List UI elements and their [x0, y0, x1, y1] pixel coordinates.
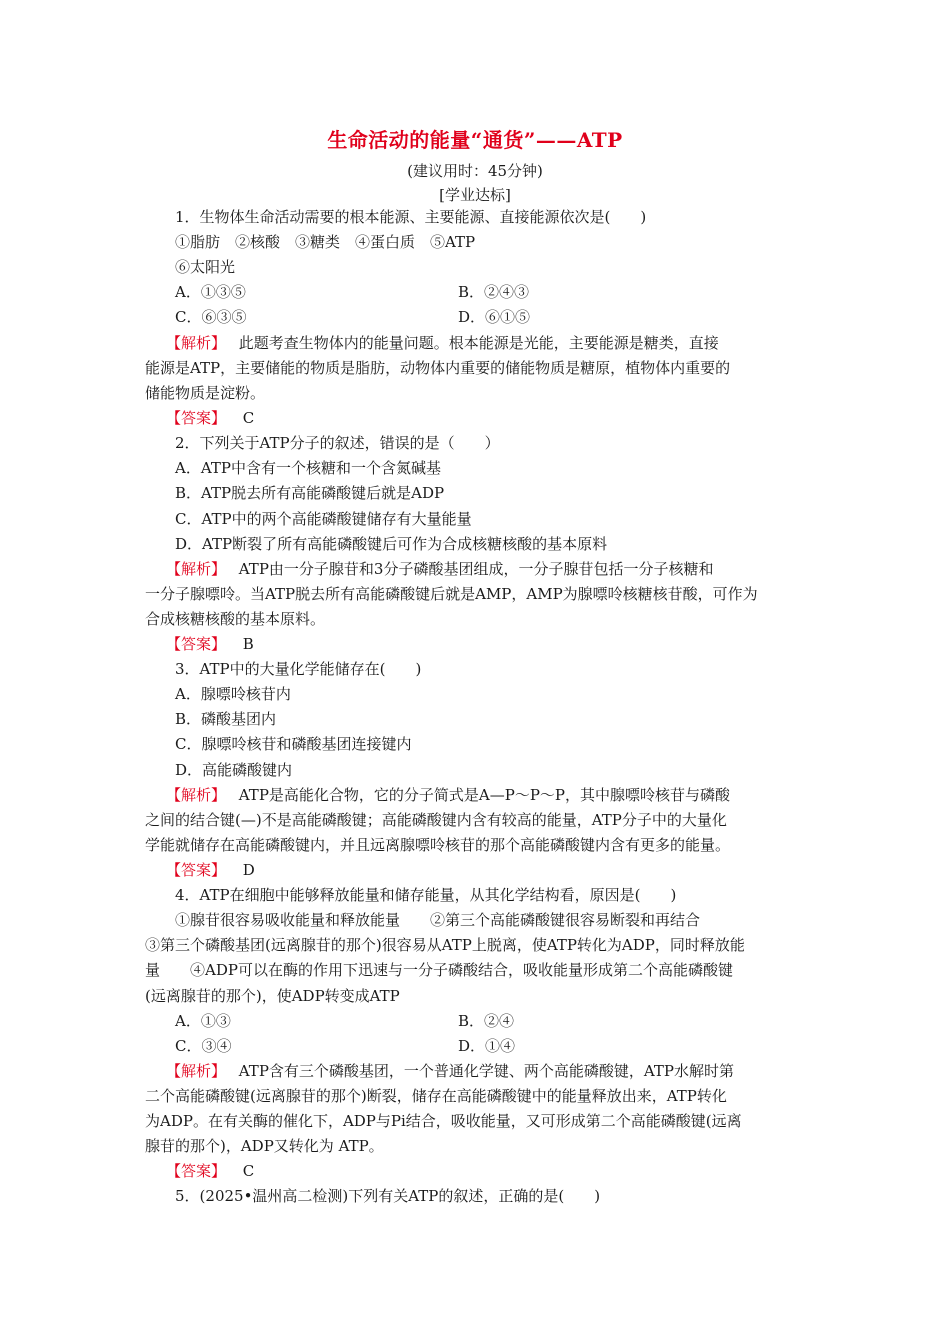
q2-option-d: D．ATP断裂了所有高能磷酸键后可作为合成核糖核酸的基本原料 — [175, 535, 608, 553]
q3-analysis-line3: 学能就储存在高能磷酸键内，并且远离腺嘌呤核苷的那个高能磷酸键内含有更多的能量。 — [145, 836, 731, 854]
q3-option-b: B．磷酸基团内 — [175, 710, 277, 728]
q3-option-d: D．高能磷酸键内 — [175, 761, 293, 779]
q4-opt-line1: ①腺苷很容易吸收能量和释放能量 ②第三个高能磷酸键很容易断裂和再结合 — [175, 911, 701, 929]
answer-tag: 【答案】 — [166, 409, 227, 427]
q4-stem: 4．ATP在细胞中能够释放能量和储存能量，从其化学结构看，原因是( ) — [175, 886, 677, 904]
analysis-tag: 【解析】 — [166, 1062, 227, 1080]
q4-opt-line3: 量 ④ADP可以在酶的作用下迅速与一分子磷酸结合，吸收能量形成第二个高能磷酸键 — [145, 961, 733, 979]
q2-option-a: A．ATP中含有一个核糖和一个含氮碱基 — [175, 459, 441, 477]
q4-opt-line2: ③第三个磷酸基团(远离腺苷的那个)很容易从ATP上脱离，使ATP转化为ADP，同时释放能 — [145, 936, 745, 954]
q3-answer-line — [166, 860, 255, 880]
q4-answer: C — [242, 1162, 255, 1180]
q3-option-c: C．腺嘌呤核苷和磷酸基团连接键内 — [175, 735, 412, 753]
page-title: 生命活动的能量“通货”——ATP — [327, 128, 623, 152]
q3-analysis-text-1: ATP是高能化合物，它的分子简式是A—P～P～P，其中腺嘌呤核苷与磷酸 — [238, 786, 731, 804]
q2-analysis-line3: 合成核糖核酸的基本原料。 — [145, 610, 326, 628]
q1-answer: C — [242, 409, 255, 427]
q3-analysis-line2: 之间的结合键(—)不是高能磷酸键；高能磷酸键内含有较高的能量，ATP分子中的大量化 — [145, 811, 727, 829]
q4-option-c: C．③④ — [175, 1037, 232, 1055]
q1-option-d: D．⑥①⑤ — [458, 308, 531, 326]
q3-option-a: A．腺嘌呤核苷内 — [175, 685, 291, 703]
q1-analysis-text-1: 此题考查生物体内的能量问题。根本能源是光能，主要能源是糖类，直接 — [238, 334, 719, 352]
q2-option-c: C．ATP中的两个高能磷酸键储存有大量能量 — [175, 510, 472, 528]
q4-option-a: A．①③ — [175, 1012, 231, 1030]
q1-analysis-line1 — [166, 333, 719, 353]
q2-analysis-line2: 一分子腺嘌呤。当ATP脱去所有高能磷酸键后就是AMP，AMP为腺嘌呤核糖核苷酸，可作为 — [145, 585, 758, 603]
q1-stem: 1．生物体生命活动需要的根本能源、主要能源、直接能源依次是( ) — [175, 208, 647, 226]
section-heading: [学业达标] — [439, 186, 511, 204]
q2-answer: B — [242, 635, 254, 653]
q4-option-b: B．②④ — [458, 1012, 515, 1030]
q1-items-1: ①脂肪 ②核酸 ③糖类 ④蛋白质 ⑤ATP — [175, 233, 476, 251]
q1-analysis-line2: 能源是ATP，主要储能的物质是脂肪，动物体内重要的储能物质是糖原，植物体内重要的 — [145, 359, 731, 377]
q1-analysis-line3: 储能物质是淀粉。 — [145, 384, 266, 402]
analysis-tag: 【解析】 — [166, 786, 227, 804]
q4-answer-line — [166, 1161, 254, 1181]
answer-tag: 【答案】 — [166, 861, 227, 879]
q3-analysis-line1 — [166, 785, 730, 805]
analysis-tag: 【解析】 — [166, 560, 227, 578]
q1-items-2: ⑥太阳光 — [175, 258, 236, 276]
q1-answer-line — [166, 408, 254, 428]
q1-option-c: C．⑥③⑤ — [175, 308, 247, 326]
answer-tag: 【答案】 — [166, 1162, 227, 1180]
q4-option-d: D．①④ — [458, 1037, 516, 1055]
q4-analysis-line2: 二个高能磷酸键(远离腺苷的那个)断裂，储存在高能磷酸键中的能量释放出来，ATP转化 — [145, 1087, 727, 1105]
q5-stem: 5．(2025•温州高二检测)下列有关ATP的叙述，正确的是( ) — [175, 1187, 601, 1205]
q4-analysis-text-1: ATP含有三个磷酸基团，一个普通化学键、两个高能磷酸键，ATP水解时第 — [238, 1062, 735, 1080]
q4-opt-line4: (远离腺苷的那个)，使ADP转变成ATP — [145, 987, 400, 1005]
q2-answer-line — [166, 634, 254, 654]
q4-analysis-line1 — [166, 1061, 734, 1081]
analysis-tag: 【解析】 — [166, 334, 227, 352]
q2-stem: 2．下列关于ATP分子的叙述，错误的是（ ） — [175, 434, 500, 452]
q3-stem: 3．ATP中的大量化学能储存在( ) — [175, 660, 422, 678]
answer-tag: 【答案】 — [166, 635, 227, 653]
q1-option-a: A．①③⑤ — [175, 283, 246, 301]
suggested-time: (建议用时：45分钟) — [407, 162, 543, 180]
q2-analysis-line1 — [166, 559, 713, 579]
q2-option-b: B．ATP脱去所有高能磷酸键后就是ADP — [175, 484, 445, 502]
q4-analysis-line3: 为ADP。在有关酶的催化下，ADP与Pi结合，吸收能量，又可形成第二个高能磷酸键(远离 — [145, 1112, 742, 1130]
q4-analysis-line4: 腺苷的那个)，ADP又转化为 ATP。 — [145, 1137, 384, 1155]
q1-option-b: B．②④③ — [458, 283, 530, 301]
q2-analysis-text-1: ATP由一分子腺苷和3分子磷酸基团组成，一分子腺苷包括一分子核糖和 — [238, 560, 714, 578]
q3-answer: D — [242, 861, 255, 879]
